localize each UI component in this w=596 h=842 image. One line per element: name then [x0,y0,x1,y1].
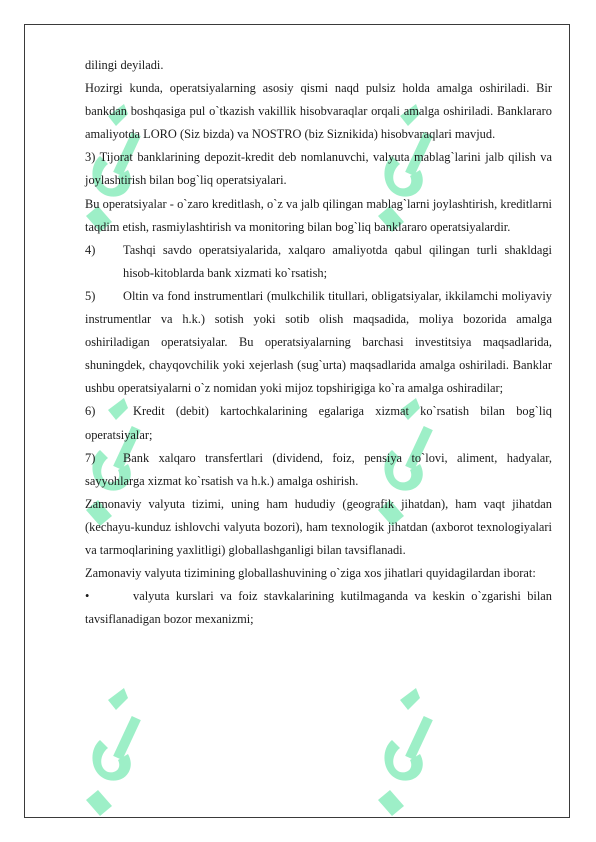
list-item [85,239,552,285]
list-number: 4) [85,242,96,257]
list-number: 6) [85,404,96,419]
list-item [85,285,552,400]
paragraph: Zamonaviy valyuta tizimi, uning ham hududiy (geografik jihatdan), ham vaqt jihatdan (kechayu-kunduz ishlovchi valyuta bozori), ham texnologik jihatdan (axborot texnologiyalari va tarmoqlarining yaxlitligi) globallashganligi bilan tavsiflanadi. [85,496,552,557]
list-text: Kredit (debit) kartochkalarining egalariga xizmat ko`rsatish bilan bog`liq operatsiyalar; [85,404,552,442]
list-item [85,447,552,493]
uzsoft-logo-icon [370,680,440,830]
document-body [85,54,552,631]
paragraph: dilingi deyiladi. [85,58,164,72]
list-number: 7) [85,450,96,465]
list-number: 5) [85,288,96,303]
bullet-text: valyuta kurslari va foiz stavkalarining kutilmaganda va keskin o`zgarishi bilan tavsiflanadigan bozor mexanizmi; [85,589,552,627]
paragraph: Zamonaviy valyuta tizimining globallashuvining o`ziga xos jihatlari quyidagilardan iborat: [85,566,536,581]
paragraph: Hozirgi kunda, operatsiyalarning asosiy qismi naqd pulsiz holda amalga oshiriladi. Bir bankdan boshqasiga pul o`tkazish vakillik hisobvaraqlar orqali amalga oshiriladi. Banklararo amaliyotda LORO (Siz bizda) va NOSTRO (biz Siznikida) hisobvaraqlari mavjud. [85,81,552,142]
list-text: Oltin va fond instrumentlari (mulkchilik titullari, obligatsiyalar, ikkilamchi moliyaviy instrumentlar va h.k.) sotish yoki sotib olish maqsadida, moliya bozorida amalga oshiriladigan operatsiyalar. Bu operatsiyalarning barchasi investitsiya maqsadlarida, shuningdek, chayqovchilik yoki xejerlash (sug`urta) maqsadlarida amalga oshiriladi. Banklar ushbu operatsiyalarni o`z nomidan yoki mijoz topshirigiga ko`ra amalga oshiradilar; [85,288,552,396]
paragraph: 3) Tijorat banklarining depozit-kredit deb nomlanuvchi, valyuta mablag`larini jalb qilish va joylashtirish bilan bog`liq operatsiyalari. [85,150,552,188]
list-text: Tashqi savdo operatsiyalarida, xalqaro amaliyotda qabul qilingan turli shakldagi hisob-kitoblarda bank xizmati ko`rsatish; [123,242,552,280]
bullet-mark: • [85,589,90,604]
uzsoft-logo-icon [78,680,148,830]
bullet-item [85,585,552,631]
list-item [85,400,552,446]
list-text: Bank xalqaro transfertlari (dividend, foiz, pensiya to`lovi, aliment, hadyalar, sayyohlarga xizmat ko`rsatish va h.k.) amalga oshirish. [85,450,552,488]
paragraph: Bu operatsiyalar - o`zaro kreditlash, o`z va jalb qilingan mablag`larni joylashtirish, kreditlarni taqdim etish, rasmiylashtirish va monitoring bilan bog`liq banklararo operatsiyalardir. [85,196,552,234]
